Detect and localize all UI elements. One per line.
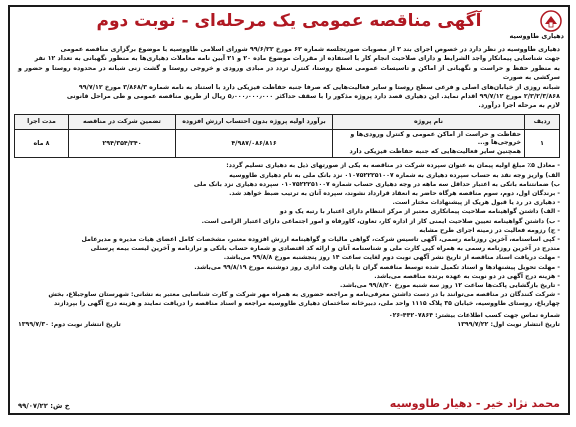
row-estimate: ۴/۹۸۷/۰۸۶/۸۱۶: [176, 129, 333, 158]
notice-header: [10, 7, 568, 45]
condition-item: مندرج در آخرین روزنامه رسمی به همراه کپی کارت ملی و شناسنامه آنان و ارائه کد اقتصادی و شماره حساب بانکی و ترازنامه و آخرین لیست بیمه پرسنلی: [90, 245, 560, 253]
project-line: همچنین سایر فعالیت‌هایی که جنبه حفاظت فیزیکی دارد: [349, 147, 521, 155]
publish-info: [18, 311, 560, 330]
condition-item: - دهیاری در رد یا قبول هریک از پیشنهادات مختار است.: [392, 199, 560, 207]
signatory-name: محمد نژاد خیر - دهیار طاووسیه: [389, 397, 560, 410]
row-duration: ۸ ماه: [15, 129, 69, 158]
intro-line: شبانه روزی از خیابان‌های اصلی و فرعی سطح روستا و سایر فعالیت‌هایی که صرفا جنبه حفاظت فیزیکی دارد با استناد به نامه شماره ۳/۸۶۸/۳ مورخ ۹۹/۷/۱۲: [78, 83, 560, 91]
condition-item: - الف) داشتن گواهینامه صلاحیت پیمانکاری معتبر از مرکز انتظام دارای اعتبار با رتبه یک و دو: [279, 208, 560, 216]
intro-paragraph: [18, 45, 560, 111]
header-estimate: برآورد اولیه پروژه بدون احتساب ارزش افزوده: [176, 114, 333, 129]
condition-item: - معادل ۵٪ مبلغ اولیه پیمان به عنوان سپرده شرکت در مناقصه به یکی از صورتهای ذیل به دهیاری تسلیم گردد:: [226, 162, 560, 170]
condition-item: - شرکت کنندگان در مناقصه می‌توانند با در دست داشتن معرفی‌نامه و مراجعه حضوری به همراه مهر شرکت و کارت شناسایی معتبر به نشانی: شهرستان ساوجبلاغ، بخش: [48, 291, 560, 299]
condition-item: - هزینه درج آگهی در دو نوبت به عهده برنده مناقصه می‌باشد.: [374, 272, 560, 280]
intro-line: دهیاری طاووسیه در نظر دارد در خصوص اجرای بند ۲ از مصوبات صورتجلسه شماره ۶۲ مورخ ۹۹/۶/۲۲ شورای اسلامی طاووسیه با موضوع برگزاری مناقصه عمومی: [60, 46, 560, 53]
signature-bar: [18, 397, 560, 410]
header-guarantee: تضمین شرکت در مناقصه: [69, 114, 176, 129]
intro-line: لازم به مرحله اجرا درآورد.: [478, 102, 560, 110]
contact-phone: شماره تماس جهت کسب اطلاعات بیشتر: ۴۴۲۰۷۸۶۴-۰۲۶: [388, 311, 560, 319]
tender-notice: [8, 5, 570, 415]
intro-line: جهت شناسایی پیمانکار واجد الشرایط و دارای صلاحیت انجام کار با استفاده از مقررات موضوع ماده ۲۰ و ۲۱ آیین نامه معاملات دهیاری‌ها به منظور نگهبانی به تعداد ۱۲ نفر: [34, 55, 560, 63]
header-index: ردیف: [525, 114, 560, 129]
project-line: حفاظت و حراست از اماکن عمومی و کنترل ورودی‌ها و خروجی‌ها و...: [350, 130, 521, 147]
logo-label: دهیاری طاووسیه: [509, 32, 564, 40]
condition-item: ب) ضمانتنامه بانکی به اعتبار حداقل سه ماهه در وجه دهیاری حساب شماره ۰۱۰۷۵۲۲۲۵۱۰۰۷ سپرده دهیاری نزد بانک ملی: [193, 180, 560, 188]
condition-item: - تاریخ بازگشایی پاکت‌ها ساعت ۱۲ روز سه شنبه مورخ ۹۹/۸/۲۰ می‌باشد.: [339, 281, 560, 289]
condition-item: چهارباغ، روستای طاووسیه، خیابان ۳۵ پلاک ۱۱۱۵ واحد ملی، دبیرخانه ساختمان دهیاری طاووسیه مراجعه و اسناد مناقصه را دریافت نمایند و هزینه درج آگهی را بپردازند: [54, 300, 560, 308]
first-publish-date: تاریخ انتشار نوبت اول: ۱۳۹۹/۷/۲۲: [457, 321, 560, 329]
phone-row: [18, 311, 560, 321]
intro-line: ۲/۳/۲/۳/۸۶۸ مورخ ۹۹/۷/۱۲ اقدام نماید. این دهیاری قصد دارد پروژه مذکور را با سقف حداکثر ۵٫۰۰۰٫۰۰۰٫۰۰۰ ریال از طریق مناقصه عمومی و طی مراحل قانونی: [66, 93, 560, 101]
table-header-row: [15, 114, 560, 129]
conditions-list: [18, 161, 560, 308]
row-project: [333, 129, 525, 158]
notice-code: خ ش: ۹۹/۰۷/۲۲: [18, 402, 70, 410]
row-index: ۱: [525, 129, 560, 158]
intro-line: به منظور حفظ و حراست و نگهبانی از اماکن و تاسیسات عمومی سطح روستا، کنترل تردد در مبادی ورودی و خروجی روستا و گشت زنی شبانه در محدوده روستا و حضور و سرکشی به صورت: [18, 64, 560, 82]
condition-item: الف) واریز وجه نقد به حساب سپرده دهیاری به شماره ۰۱۰۷۵۲۲۲۵۱۰۰۷ نزد بانک ملی به نام دهیاری طاووسیه: [229, 171, 560, 179]
header-project: نام پروژه: [333, 114, 525, 129]
row-guarantee: ۲۹۴/۳۵۴/۳۴۰: [69, 129, 176, 158]
table-row: [15, 129, 560, 158]
condition-item: - ج) رزومه فعالیت در زمینه اجرای طرح مشابه: [419, 226, 560, 234]
condition-item: - ب) داشتن گواهینامه تعیین صلاحیت ایمنی کار از اداره کار، تعاون، کاورفاه و امور اجتماعی دارای اعتبار الزامی است.: [201, 217, 560, 225]
notice-title: آگهی مناقصه عمومی یک مرحله‌ای - نوبت دوم: [96, 11, 482, 31]
condition-item: - مهلت تحویل پیشنهادها و اسناد تکمیل شده توسط مناقصه گران تا پایان وقت اداری روز دوشنبه مورخ ۹۹/۸/۱۹ می‌باشد.: [194, 263, 560, 271]
condition-item: - کپی اساسنامه، آخرین روزنامه رسمی، آگهی تاسیس شرکت، گواهی مالیات و گواهینامه ارزش افزوده معتبر، مشخصات کامل اعضای هیات مدیره و مدیرعامل: [81, 235, 560, 243]
dates-row: [18, 320, 560, 330]
tender-table: [14, 114, 560, 159]
header-duration: مدت اجرا: [15, 114, 69, 129]
condition-item: - برندگان اول، دوم، سوم مناقصه هرگاه حاضر به انعقاد قرارداد نشوند، سپرده آنان به ترتیب ضبط خواهد شد.: [229, 189, 560, 197]
condition-item: - مهلت دریافت اسناد مناقصه از تاریخ نشر آگهی نوبت دوم لغایت ساعت ۱۴ روز پنجشنبه مورخ ۹۹/۸/۸ می‌باشد.: [223, 254, 560, 262]
second-publish-date: تاریخ انتشار نوبت دوم: ۱۳۹۹/۷/۳۰: [18, 321, 121, 329]
